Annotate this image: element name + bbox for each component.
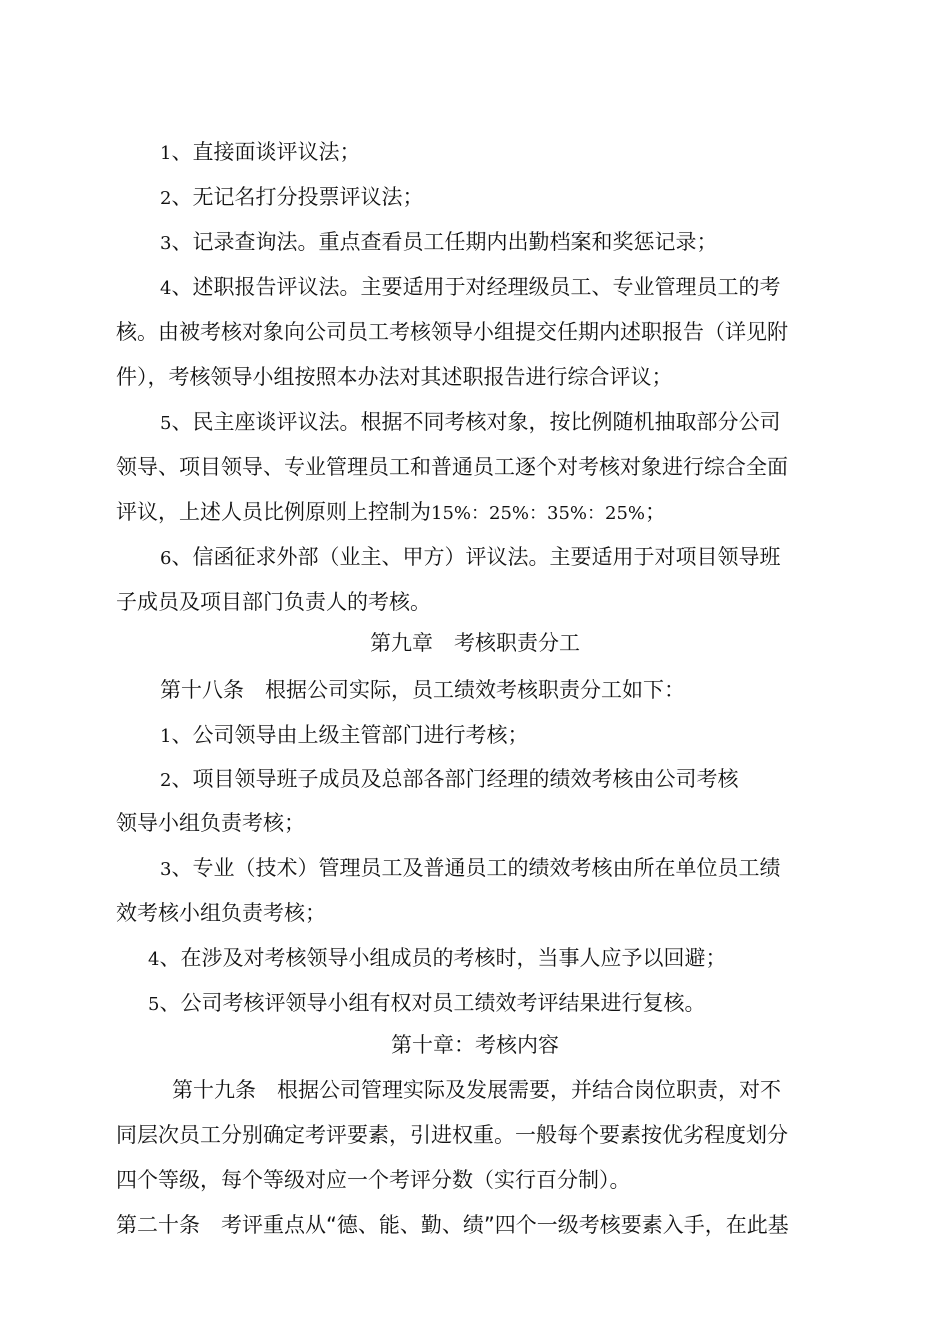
line-text: 同层次员工分别确定考评要素，引进权重。一般每个要素按优劣程度划分: [116, 1123, 788, 1147]
item-text: 、述职报告评议法。主要适用于对经理级员工、专业管理员工的考: [171, 275, 781, 299]
item-text: 、记录查询法。重点查看员工任期内出勤档案和奖惩记录；: [171, 230, 718, 254]
line-text: 件），考核领导小组按照本办法对其述职报告进行综合评议；: [116, 365, 673, 389]
line-text: 效考核小组负责考核；: [116, 901, 326, 925]
paragraph-line: [116, 497, 666, 527]
paragraph-line: [116, 452, 788, 482]
method-item-6: [160, 542, 780, 572]
line-text: 四个等级，每个等级对应一个考评分数（实行百分制）。: [116, 1168, 631, 1192]
line-text: 第十九条 根据公司管理实际及发展需要，并结合岗位职责，对不: [172, 1078, 781, 1102]
paragraph-line: [116, 1120, 788, 1150]
heading-text: 第十章：考核内容: [391, 1033, 559, 1057]
item-number: 3: [160, 233, 172, 254]
duty-item-2: [160, 764, 738, 794]
item-text: 、民主座谈评议法。根据不同考核对象，按比例随机抽取部分公司: [171, 410, 781, 434]
line-end: ；: [645, 500, 667, 524]
duty-item-5: [148, 988, 705, 1018]
duty-item-1: [160, 720, 528, 750]
paragraph-line: [116, 362, 673, 392]
item-text: 、公司考核评领导小组有权对员工绩效考评结果进行复核。: [159, 991, 706, 1015]
item-number: 2: [160, 770, 172, 791]
paragraph-line: [116, 898, 326, 928]
line-text: 第二十条 考评重点从“德、能、勤、绩”四个一级考核要素入手，在此基: [116, 1213, 789, 1237]
chapter-heading: [0, 628, 950, 658]
paragraph-line: [116, 587, 431, 617]
item-number: 5: [160, 413, 172, 434]
item-number: 6: [160, 548, 172, 569]
paragraph-line: [116, 317, 788, 347]
item-number: 2: [160, 188, 172, 209]
duty-item-4: [148, 943, 726, 973]
line-text: 第十八条 根据公司实际，员工绩效考核职责分工如下：: [160, 678, 685, 702]
item-number: 5: [148, 994, 160, 1015]
ratio-text: 15%：25%：35%：25%: [431, 503, 646, 524]
duty-item-3: [160, 853, 780, 883]
item-text: 、信函征求外部（业主、甲方）评议法。主要适用于对项目领导班: [171, 545, 781, 569]
method-item-1: [160, 137, 360, 167]
method-item-3: [160, 227, 717, 257]
item-text: 、项目领导班子成员及总部各部门经理的绩效考核由公司考核: [171, 767, 739, 791]
item-number: 1: [160, 726, 172, 747]
line-text: 核。由被考核对象向公司员工考核领导小组提交任期内述职报告（详见附: [116, 320, 788, 344]
method-item-4: [160, 272, 780, 302]
heading-text: 第九章 考核职责分工: [370, 631, 580, 655]
article-line: [172, 1075, 781, 1105]
line-text: 子成员及项目部门负责人的考核。: [116, 590, 431, 614]
method-item-2: [160, 182, 423, 212]
paragraph-line: [116, 808, 305, 838]
line-text: 领导小组负责考核；: [116, 811, 305, 835]
item-text: 、在涉及对考核领导小组成员的考核时，当事人应予以回避；: [159, 946, 727, 970]
line-text: 领导、项目领导、专业管理员工和普通员工逐个对考核对象进行综合全面: [116, 455, 788, 479]
item-text: 、公司领导由上级主管部门进行考核；: [171, 723, 529, 747]
item-number: 4: [160, 278, 172, 299]
item-number: 3: [160, 859, 172, 880]
line-text: 评议，上述人员比例原则上控制为: [116, 500, 431, 524]
item-text: 、专业（技术）管理员工及普通员工的绩效考核由所在单位员工绩: [171, 856, 781, 880]
paragraph-line: [116, 1165, 631, 1195]
article-line: [160, 675, 685, 705]
article-line: [116, 1210, 789, 1240]
item-number: 4: [148, 949, 160, 970]
item-number: 1: [160, 143, 172, 164]
chapter-heading: [0, 1030, 950, 1060]
method-item-5: [160, 407, 780, 437]
item-text: 、直接面谈评议法；: [171, 140, 361, 164]
item-text: 、无记名打分投票评议法；: [171, 185, 424, 209]
